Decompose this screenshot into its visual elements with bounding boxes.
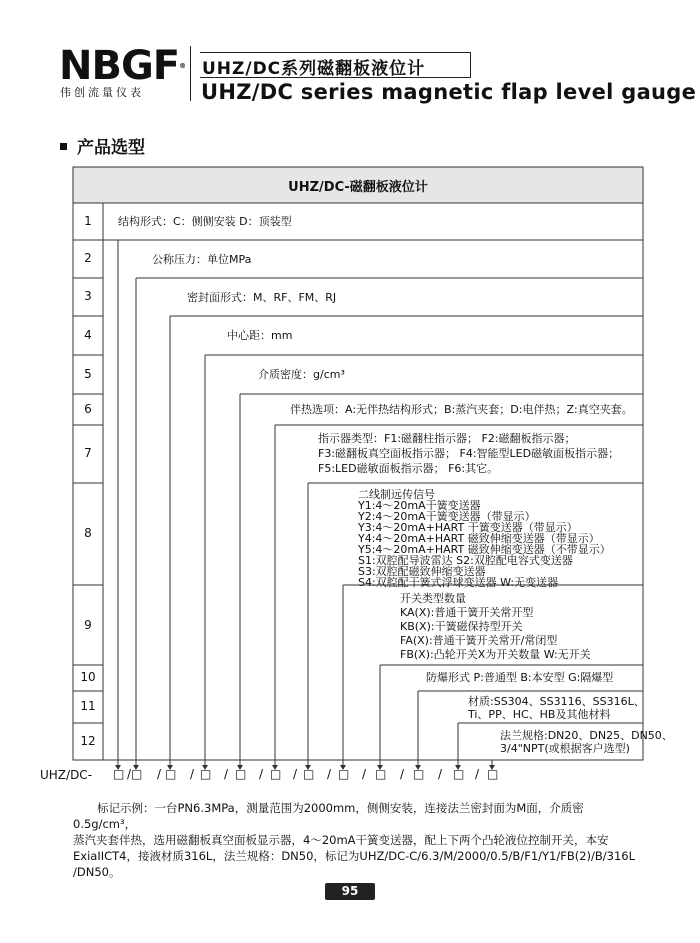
row-option-text: 二线制远传信号 xyxy=(358,488,435,501)
row-number: 5 xyxy=(84,367,92,381)
code-separator: / xyxy=(327,767,332,781)
row-option-text: 3/4"NPT(或根据客户选型) xyxy=(500,742,630,755)
row-option-text: S3:双腔配磁致伸缩变送器 xyxy=(358,565,486,578)
row-option-text: S4:双腔配干簧式浮球变送器 W:无变送器 xyxy=(358,576,559,589)
code-separator: / xyxy=(293,767,298,781)
title-cn: UHZ/DC系列磁翻板液位计 xyxy=(202,59,426,79)
code-separator: / xyxy=(127,767,132,781)
code-separator: / xyxy=(438,767,443,781)
row-option-text: KB(X):干簧磁保持型开关 xyxy=(400,620,523,633)
brand-logo-text: NBGF xyxy=(59,43,180,89)
row-option-text: F3:磁翻板真空面板指示器； F4:智能型LED磁敏面板指示器； xyxy=(318,447,620,460)
row-number: 10 xyxy=(80,670,96,684)
code-box: □ xyxy=(270,767,282,781)
section-title: 产品选型 xyxy=(77,138,145,158)
code-separator: / xyxy=(400,767,405,781)
row-number: 2 xyxy=(84,251,92,265)
code-separator: / xyxy=(259,767,264,781)
code-box: □ xyxy=(303,767,315,781)
code-box: □ xyxy=(131,767,143,781)
row-option-text: 介质密度：g/cm³ xyxy=(258,368,345,381)
row-option-text: S1:双腔配导波雷达 S2:双腔配电容式变送器 xyxy=(358,554,573,567)
row-option-text: 材质:SS304、SS3116、SS316L、 xyxy=(468,695,645,708)
row-number: 1 xyxy=(84,214,92,228)
code-separator: / xyxy=(224,767,229,781)
row-number: 11 xyxy=(80,699,96,713)
row-option-text: 公称压力：单位MPa xyxy=(152,253,252,266)
row-number: 6 xyxy=(84,402,92,416)
row-number: 4 xyxy=(84,328,92,342)
code-box: □ xyxy=(413,767,425,781)
code-separator: / xyxy=(475,767,480,781)
example-line xyxy=(73,800,643,832)
row-option-text: 开关类型数量 xyxy=(400,592,466,605)
code-box: □ xyxy=(235,767,247,781)
table-header-title: UHZ/DC-磁翻板液位计 xyxy=(288,180,428,195)
row-option-text: FA(X):普通干簧开关常开/常闭型 xyxy=(400,634,558,647)
row-option-text: Ti、PP、HC、HB及其他材料 xyxy=(468,708,611,721)
row-number: 3 xyxy=(84,289,92,303)
code-box: □ xyxy=(487,767,499,781)
company-name: 伟创流量仪表 xyxy=(60,86,144,99)
example-line: /DN50。 xyxy=(73,865,121,879)
model-code-prefix: UHZ/DC- xyxy=(40,768,93,782)
row-option-text: 结构形式：C：侧侧安装 D：顶装型 xyxy=(118,215,292,228)
row-option-text: 防爆形式 P:普通型 B:本安型 G:隔爆型 xyxy=(426,671,614,684)
row-option-text: FB(X):凸轮开关X为开关数量 W:无开关 xyxy=(400,648,591,661)
code-separator: / xyxy=(362,767,367,781)
row-number: 7 xyxy=(84,446,92,460)
code-separator: / xyxy=(157,767,162,781)
page-number: 95 xyxy=(341,884,359,898)
code-box: □ xyxy=(453,767,465,781)
code-box: □ xyxy=(165,767,177,781)
row-option-text: 密封面形式：M、RF、FM、RJ xyxy=(187,291,337,304)
row-option-text: Y3:4～20mA+HART 干簧变送器（带显示） xyxy=(358,521,578,534)
row-number: 8 xyxy=(84,526,92,540)
example-line: 蒸汽夹套伴热，选用磁翻板真空面板显示器，4～20mA干簧变送器，配上下两个凸轮液位控制开关，本安 xyxy=(73,833,609,847)
num-row-lines xyxy=(73,240,103,723)
example-line: ExiaIICT4，接液材质316L，法兰规格：DN50，标记为UHZ/DC-C/6.3/M/2000/0.5/B/F1/Y1/FB(2)/B/316L xyxy=(73,849,636,863)
row-option-text: F5:LED磁敏面板指示器； F6:其它。 xyxy=(318,462,499,475)
row-option-text: 指示器类型：F1:磁翻柱指示器； F2:磁翻板指示器； xyxy=(318,432,576,445)
code-box: □ xyxy=(338,767,350,781)
code-box: □ xyxy=(200,767,212,781)
row-option-text: Y2:4～20mA干簧变送器（带显示） xyxy=(358,510,536,523)
title-en: UHZ/DC series magnetic flap level gauge xyxy=(201,80,697,104)
row-number: 9 xyxy=(84,618,92,632)
row-option-text: Y1:4～20mA干簧变送器 xyxy=(358,499,481,512)
row-option-text: KA(X):普通干簧开关常开型 xyxy=(400,606,534,619)
registered-mark: ® xyxy=(179,62,186,70)
example-text: 标记示例：一台PN6.3MPa，测量范围为2000mm，侧侧安装，连接法兰密封面为M面，介质密0.5g/cm³， xyxy=(73,801,584,831)
row-option-text: 伴热选项：A:无伴热结构形式；B:蒸汽夹套；D:电伴热；Z:真空夹套。 xyxy=(290,403,633,416)
code-box: □ xyxy=(113,767,125,781)
marking-example xyxy=(73,800,643,880)
row-option-text: Y5:4～20mA+HART 磁致伸缩变送器（不带显示） xyxy=(358,543,611,556)
row-number: 12 xyxy=(80,734,96,748)
code-box: □ xyxy=(375,767,387,781)
row-option-text: 法兰规格:DN20、DN25、DN50、 xyxy=(500,729,673,742)
row-option-text: Y4:4～20mA+HART 磁致伸缩变送器（带显示） xyxy=(358,532,600,545)
code-separator: / xyxy=(190,767,195,781)
row-option-text: 中心距：mm xyxy=(227,329,293,342)
